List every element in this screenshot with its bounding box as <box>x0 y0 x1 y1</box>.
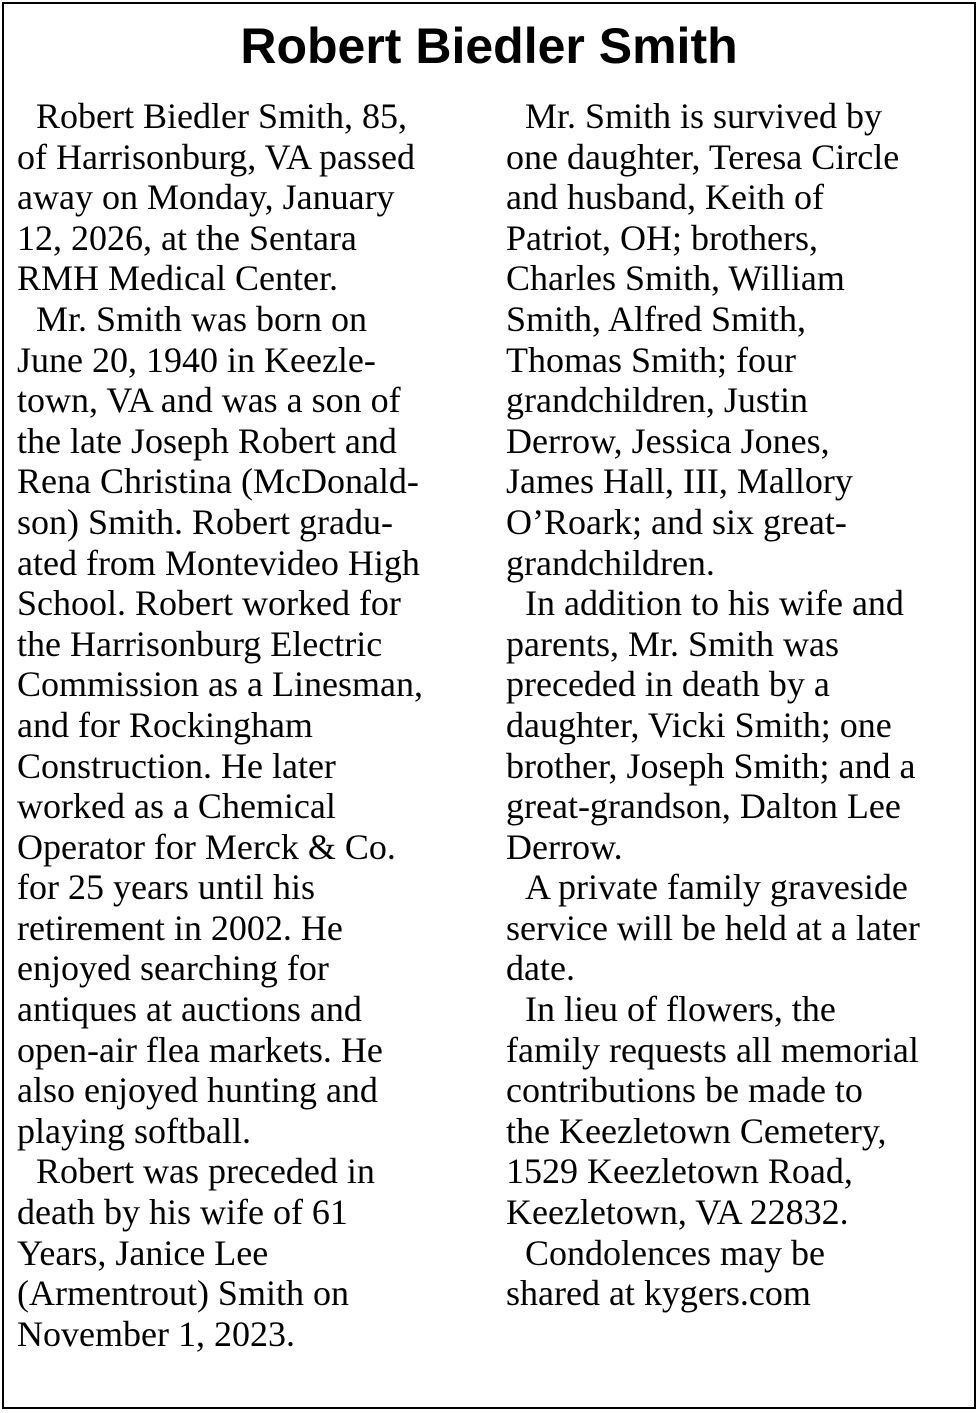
text-line: O’Roark; and six great- <box>506 501 847 542</box>
text-line: the late Joseph Robert and <box>17 420 397 461</box>
text-line: Derrow, Jessica Jones, <box>506 420 830 461</box>
text-line: Rena Christina (McDonald- <box>17 461 419 502</box>
paragraph <box>506 96 966 583</box>
text-line: Keezletown, VA 22832. <box>506 1192 849 1233</box>
text-line: grandchildren, Justin <box>506 380 808 421</box>
text-line: one daughter, Teresa Circle <box>506 136 900 177</box>
paragraph <box>506 1233 966 1314</box>
text-line: In lieu of flowers, the <box>525 989 836 1030</box>
text-line: Patriot, OH; brothers, <box>506 217 818 258</box>
text-line: date. <box>506 948 575 989</box>
text-line: shared at kygers.com <box>506 1273 811 1314</box>
text-line: death by his wife of 61 <box>17 1192 348 1233</box>
text-line: away on Monday, January <box>17 177 395 218</box>
text-line: 1529 Keezletown Road, <box>506 1151 853 1192</box>
text-line: Charles Smith, William <box>506 258 845 299</box>
text-line: James Hall, III, Mallory <box>506 461 853 502</box>
text-line: playing softball. <box>17 1110 251 1151</box>
text-line: Mr. Smith was born on <box>36 298 368 339</box>
text-line: Commission as a Linesman, <box>17 664 423 705</box>
text-line: for 25 years until his <box>17 867 315 908</box>
text-line: Years, Janice Lee <box>17 1232 269 1273</box>
text-line: Mr. Smith is survived by <box>525 96 883 136</box>
text-line: November 1, 2023. <box>17 1313 295 1354</box>
text-line: Robert was preceded in <box>36 1151 375 1192</box>
paragraph <box>506 867 966 989</box>
text-line: In addition to his wife and <box>525 583 904 624</box>
text-line: Condolences may be <box>525 1232 825 1273</box>
text-line: Operator for Merck & Co. <box>17 826 396 867</box>
paragraph <box>506 989 966 1233</box>
text-line: Thomas Smith; four <box>506 339 796 380</box>
text-line: the Keezletown Cemetery, <box>506 1110 887 1151</box>
text-line: and for Rockingham <box>17 704 313 745</box>
text-line: service will be held at a later <box>506 907 920 948</box>
text-line: the Harrisonburg Electric <box>17 623 383 664</box>
text-line: parents, Mr. Smith was <box>506 623 839 664</box>
text-line: family requests all memorial <box>506 1029 919 1070</box>
text-line: brother, Joseph Smith; and a <box>506 745 916 786</box>
text-line: also enjoyed hunting and <box>17 1070 378 1111</box>
text-line: open-air flea markets. He <box>17 1029 383 1070</box>
paragraph <box>17 299 467 1151</box>
text-line: RMH Medical Center. <box>17 258 338 299</box>
text-line: enjoyed searching for <box>17 948 329 989</box>
text-line: grandchildren. <box>506 542 715 583</box>
text-line: School. Robert worked for <box>17 583 401 624</box>
right-column <box>506 96 966 1314</box>
paragraph <box>506 583 966 867</box>
text-line: contributions be made to <box>506 1070 863 1111</box>
text-line: A private family graveside <box>525 867 908 908</box>
text-line: of Harrisonburg, VA passed <box>17 136 415 177</box>
text-line: Construction. He later <box>17 745 336 786</box>
text-line: great-grandson, Dalton Lee <box>506 786 901 827</box>
text-line: ated from Montevideo High <box>17 542 420 583</box>
obituary-title: Robert Biedler Smith <box>240 18 738 74</box>
text-line: (Armentrout) Smith on <box>17 1273 349 1314</box>
text-line: daughter, Vicki Smith; one <box>506 704 892 745</box>
text-line: worked as a Chemical <box>17 786 336 827</box>
paragraph <box>17 96 467 299</box>
text-line: Smith, Alfred Smith, <box>506 298 807 339</box>
text-line: antiques at auctions and <box>17 989 362 1030</box>
paragraph <box>17 1151 467 1354</box>
text-line: Derrow. <box>506 826 623 867</box>
text-line: Robert Biedler Smith, 85, <box>36 96 407 136</box>
text-line: 12, 2026, at the Sentara <box>17 217 357 258</box>
text-line: retirement in 2002. He <box>17 907 343 948</box>
text-line: town, VA and was a son of <box>17 380 401 421</box>
left-column <box>17 96 467 1354</box>
text-line: June 20, 1940 in Keezle- <box>17 339 376 380</box>
text-line: preceded in death by a <box>506 664 830 705</box>
text-line: son) Smith. Robert gradu- <box>17 501 393 542</box>
text-line: and husband, Keith of <box>506 177 824 218</box>
